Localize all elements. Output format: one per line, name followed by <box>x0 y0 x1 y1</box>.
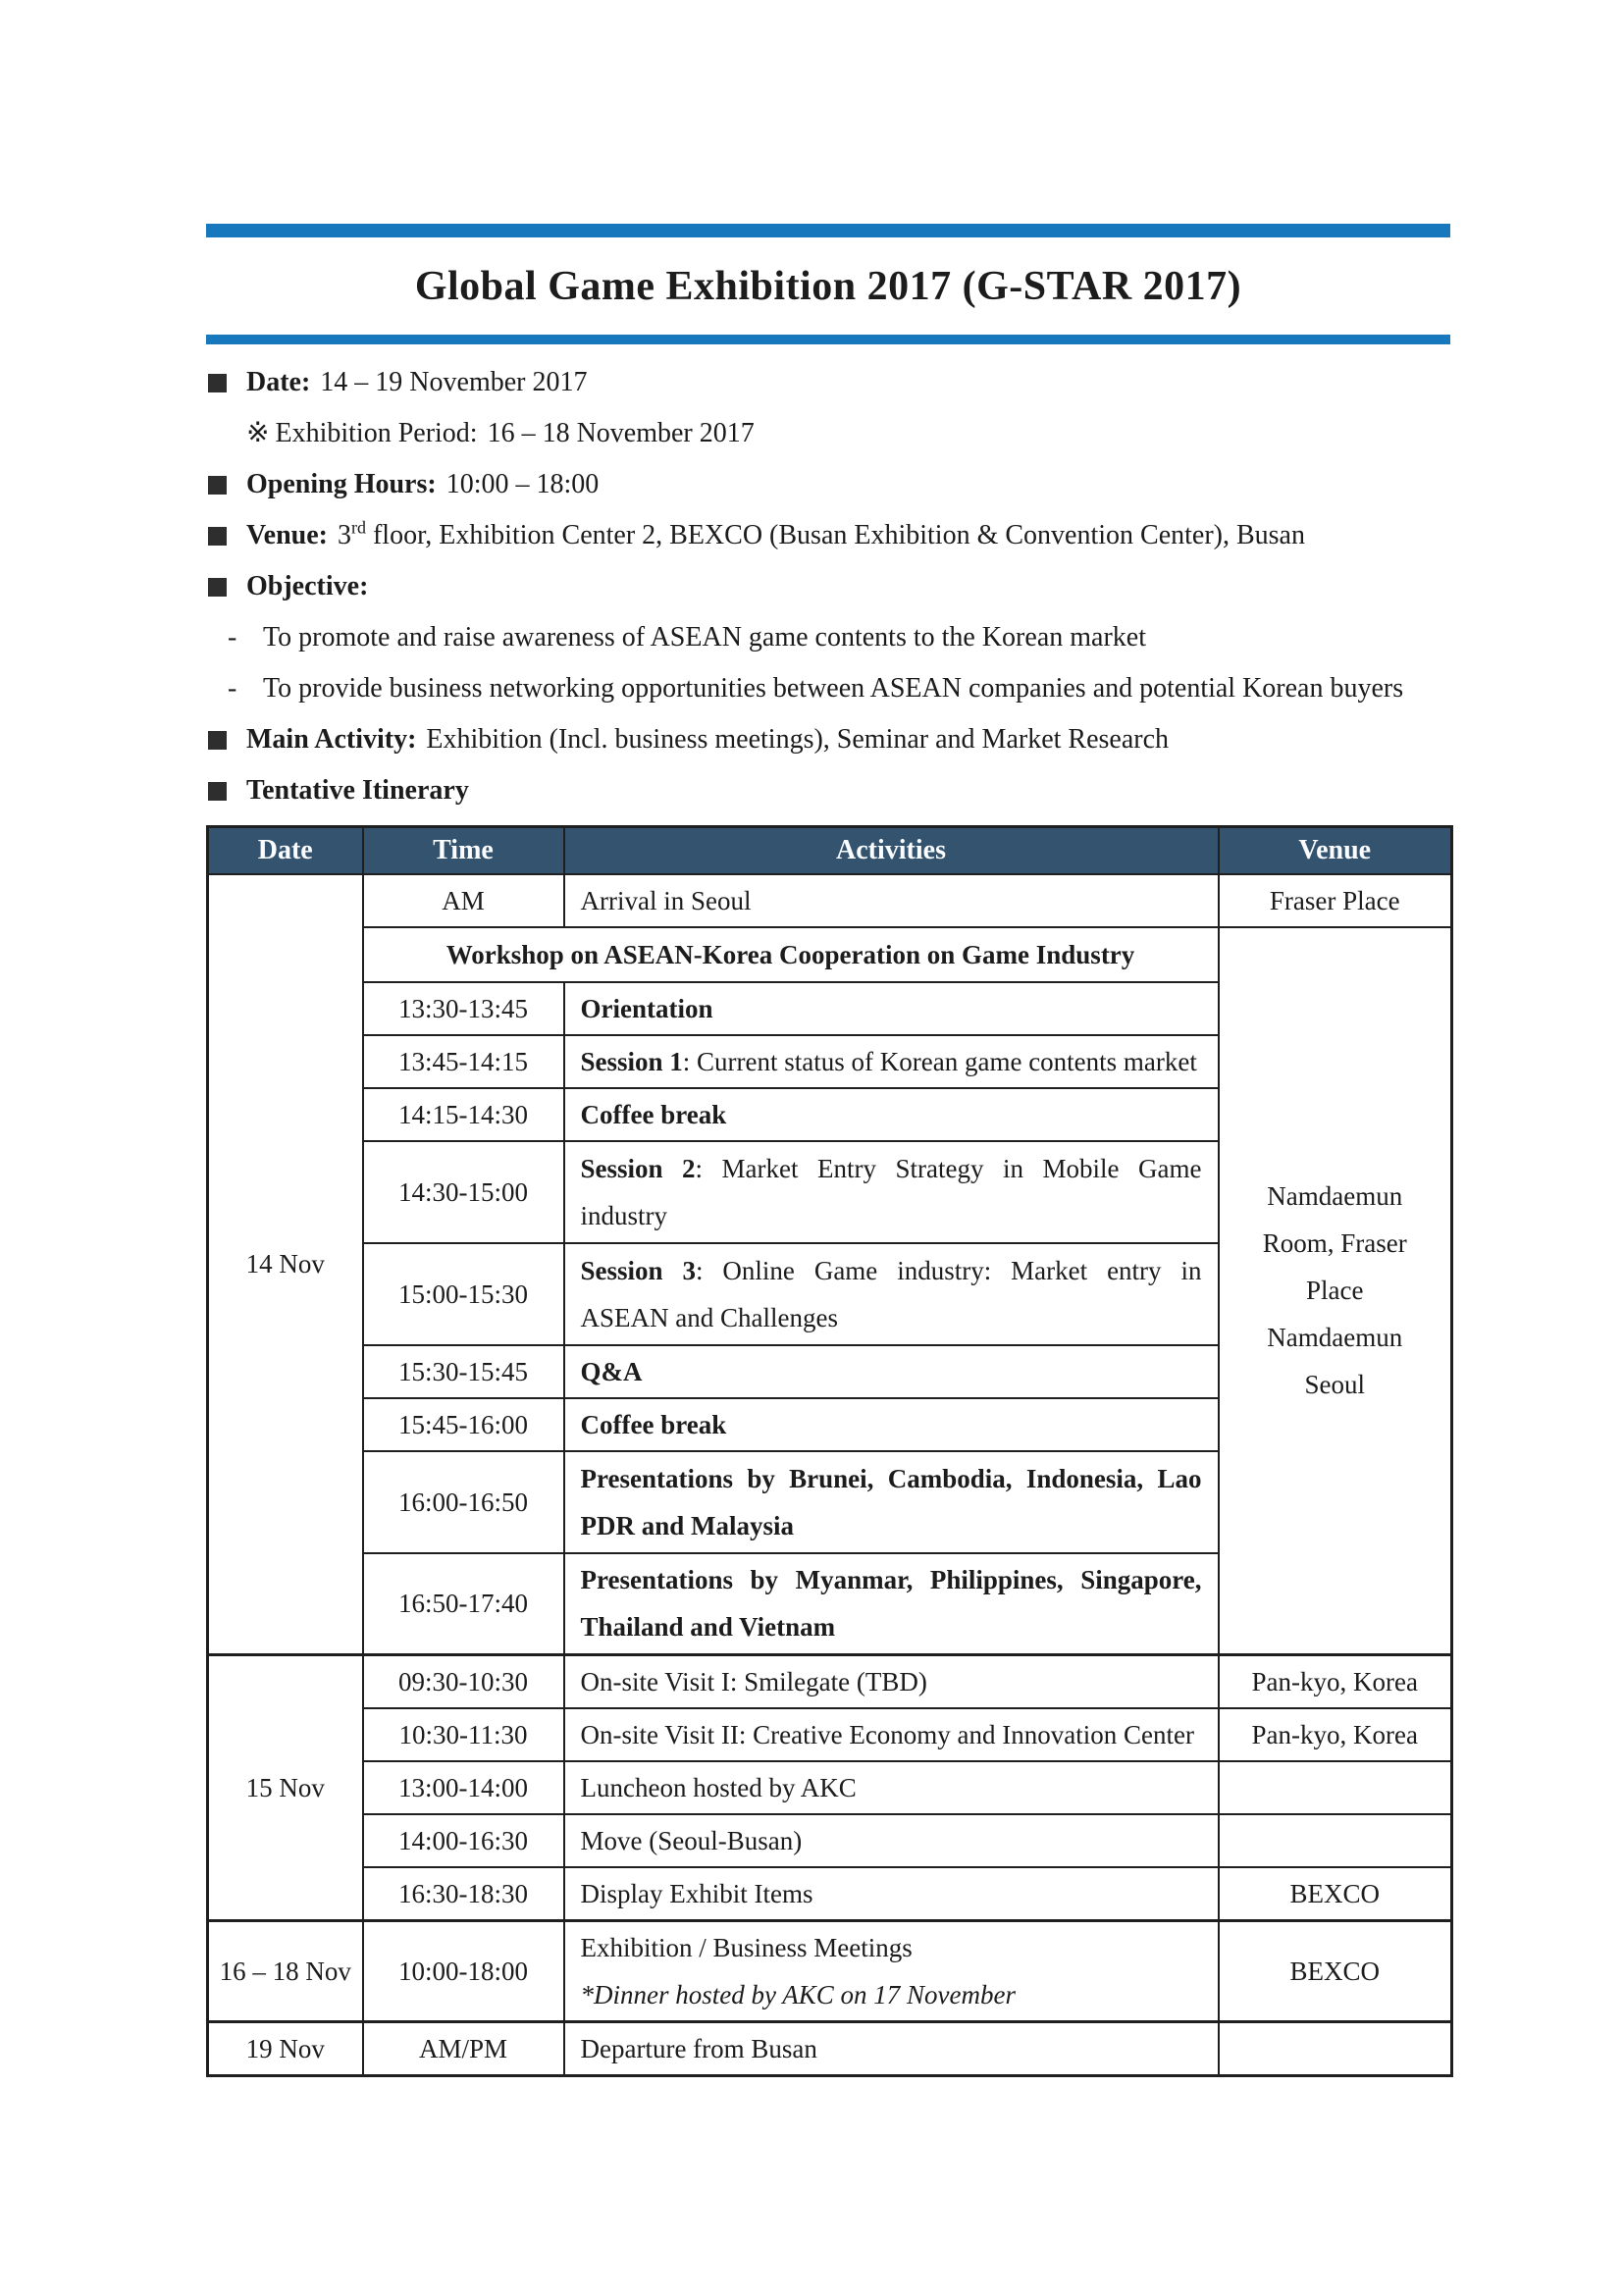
main-activity-text <box>246 723 1450 757</box>
table-row <box>208 1814 1452 1867</box>
date-cell-16-18nov: 16 – 18 Nov <box>208 1921 363 2022</box>
venue-cell-empty <box>1219 1814 1452 1867</box>
time-cell: 13:30-13:45 <box>363 982 564 1035</box>
activity-bold-text: Q&A <box>580 1356 643 1386</box>
time-cell: 10:00-18:00 <box>363 1921 564 2022</box>
date-cell-15nov: 15 Nov <box>208 1655 363 1921</box>
activity-cell: Move (Seoul-Busan) <box>564 1814 1219 1867</box>
time-cell: 16:30-18:30 <box>363 1867 564 1921</box>
activity-cell <box>564 1088 1219 1141</box>
time-cell: AM/PM <box>363 2022 564 2076</box>
date-cell-14nov: 14 Nov <box>208 874 363 1655</box>
activity-cell <box>564 1035 1219 1088</box>
bullet-square-icon <box>208 476 227 495</box>
table-row <box>208 874 1452 927</box>
activity-bold-text: Orientation <box>580 993 713 1023</box>
tentative-itinerary-text <box>246 774 1450 808</box>
table-row <box>208 2022 1452 2076</box>
table-row <box>208 1921 1452 2022</box>
time-cell: 13:00-14:00 <box>363 1761 564 1814</box>
activity-line-1: Exhibition / Business Meetings <box>580 1933 913 1962</box>
activity-cell <box>564 1345 1219 1398</box>
venue-cell: BEXCO <box>1219 1867 1452 1921</box>
venue-cell: Pan-kyo, Korea <box>1219 1708 1452 1761</box>
workshop-title-cell: Workshop on ASEAN-Korea Cooperation on Game Industry <box>363 927 1219 982</box>
venue-floor-ordinal: rd <box>350 517 366 538</box>
activity-bold-text: Presentations by Myanmar, Philippines, Singapore, Thailand and Vietnam <box>580 1565 1202 1643</box>
bullet-objective <box>206 570 1450 603</box>
activity-cell: Departure from Busan <box>564 2022 1219 2076</box>
bullet-opening-hours <box>206 468 1450 501</box>
activity-rest-text: : Current status of Korean game contents market <box>682 1046 1197 1076</box>
activity-cell <box>564 1141 1219 1243</box>
objective-item-1 <box>206 621 1450 654</box>
opening-hours-label: Opening Hours: <box>246 469 437 499</box>
objective-item-2 <box>206 672 1450 705</box>
time-cell: 14:30-15:00 <box>363 1141 564 1243</box>
bullet-square-icon <box>208 578 227 597</box>
info-section <box>206 366 1450 808</box>
objective-item-2-text: To provide business networking opportunities between ASEAN companies and potential Korean buyers <box>263 673 1404 704</box>
table-header-row <box>208 827 1452 874</box>
main-activity-label: Main Activity: <box>246 724 417 755</box>
table-row <box>208 1708 1452 1761</box>
top-divider-rule <box>206 224 1450 237</box>
objective-item-1-text: To promote and raise awareness of ASEAN game contents to the Korean market <box>263 622 1146 652</box>
venue-cell: Pan-kyo, Korea <box>1219 1655 1452 1709</box>
time-cell: 16:50-17:40 <box>363 1553 564 1655</box>
tentative-itinerary-label: Tentative Itinerary <box>246 775 469 806</box>
exhibition-period-text <box>246 417 1450 450</box>
date-label: Date: <box>246 367 311 397</box>
activity-cell <box>564 982 1219 1035</box>
activity-bold-text: Session 1 <box>580 1046 683 1076</box>
table-row-workshop-title <box>208 927 1452 982</box>
time-cell: 10:30-11:30 <box>363 1708 564 1761</box>
bullet-tentative-itinerary <box>206 774 1450 808</box>
activity-cell <box>564 1243 1219 1345</box>
opening-hours-text <box>246 468 1450 501</box>
time-cell: 15:30-15:45 <box>363 1345 564 1398</box>
activity-rest-text: : Online Game industry: Market entry in ASEAN and Challenges <box>580 1255 1202 1332</box>
activity-cell <box>564 1553 1219 1655</box>
table-row <box>208 1655 1452 1709</box>
activity-bold-text: Coffee break <box>580 1409 727 1439</box>
activity-cell: On-site Visit II: Creative Economy and Innovation Center <box>564 1708 1219 1761</box>
activity-cell: Luncheon hosted by AKC <box>564 1761 1219 1814</box>
venue-floor-number: 3 <box>337 520 351 550</box>
dash-marker: - <box>228 622 237 652</box>
time-cell: 09:30-10:30 <box>363 1655 564 1709</box>
bullet-square-icon <box>208 374 227 392</box>
activity-cell: On-site Visit I: Smilegate (TBD) <box>564 1655 1219 1709</box>
venue-cell-empty <box>1219 2022 1452 2076</box>
venue-value: floor, Exhibition Center 2, BEXCO (Busan Exhibition & Convention Center), Busan <box>365 520 1305 550</box>
date-cell-19nov: 19 Nov <box>208 2022 363 2076</box>
exhibition-period-label: Exhibition Period: <box>275 418 478 448</box>
bullet-main-activity <box>206 723 1450 757</box>
time-cell: 15:45-16:00 <box>363 1398 564 1451</box>
bullet-venue <box>206 519 1450 552</box>
objective-label: Objective: <box>246 571 369 601</box>
table-row <box>208 1867 1452 1921</box>
itinerary-table <box>206 825 1453 2077</box>
page-title: Global Game Exhibition 2017 (G-STAR 2017) <box>414 264 1242 309</box>
main-activity-value: Exhibition (Incl. business meetings), Seminar and Market Research <box>426 724 1170 755</box>
activity-cell: Arrival in Seoul <box>564 874 1219 927</box>
activity-cell: Display Exhibit Items <box>564 1867 1219 1921</box>
header-time: Time <box>363 827 564 874</box>
header-venue: Venue <box>1219 827 1452 874</box>
venue-cell: BEXCO <box>1219 1921 1452 2022</box>
date-value: 14 – 19 November 2017 <box>320 367 588 397</box>
time-cell: 15:00-15:30 <box>363 1243 564 1345</box>
activity-note-italic: *Dinner hosted by AKC on 17 November <box>580 1980 1016 2009</box>
bullet-date <box>206 366 1450 399</box>
objective-text <box>246 570 1450 603</box>
document-page <box>206 0 1450 2077</box>
time-cell: AM <box>363 874 564 927</box>
opening-hours-value: 10:00 – 18:00 <box>445 469 600 499</box>
activity-bold-text: Session 3 <box>580 1255 696 1285</box>
activity-cell <box>564 1451 1219 1553</box>
time-cell: 13:45-14:15 <box>363 1035 564 1088</box>
dash-marker: - <box>228 673 237 704</box>
header-activities: Activities <box>564 827 1219 874</box>
time-cell: 16:00-16:50 <box>363 1451 564 1553</box>
activity-bold-text: Session 2 <box>580 1153 696 1183</box>
activity-rest-text: : Market Entry Strategy in Mobile Game industry <box>580 1153 1202 1230</box>
venue-cell-empty <box>1219 1761 1452 1814</box>
venue-text <box>246 519 1450 552</box>
activity-cell <box>564 1398 1219 1451</box>
time-cell: 14:15-14:30 <box>363 1088 564 1141</box>
activity-cell <box>564 1921 1219 2022</box>
venue-label: Venue: <box>246 520 328 550</box>
venue-cell-workshop: Namdaemun Room, Fraser Place Namdaemun Seoul <box>1219 927 1452 1655</box>
venue-cell: Fraser Place <box>1219 874 1452 927</box>
header-date: Date <box>208 827 363 874</box>
bullet-square-icon <box>208 782 227 801</box>
exhibition-period-note <box>206 417 1450 450</box>
activity-bold-text: Presentations by Brunei, Cambodia, Indonesia, Lao PDR and Malaysia <box>580 1463 1202 1540</box>
title-divider-rule <box>206 335 1450 344</box>
reference-mark-icon: ※ <box>246 418 270 448</box>
bullet-square-icon <box>208 527 227 546</box>
time-cell: 14:00-16:30 <box>363 1814 564 1867</box>
bullet-date-text <box>246 366 1450 399</box>
activity-bold-text: Coffee break <box>580 1099 727 1129</box>
exhibition-period-value: 16 – 18 November 2017 <box>487 418 755 448</box>
bullet-square-icon <box>208 731 227 750</box>
table-row <box>208 1761 1452 1814</box>
